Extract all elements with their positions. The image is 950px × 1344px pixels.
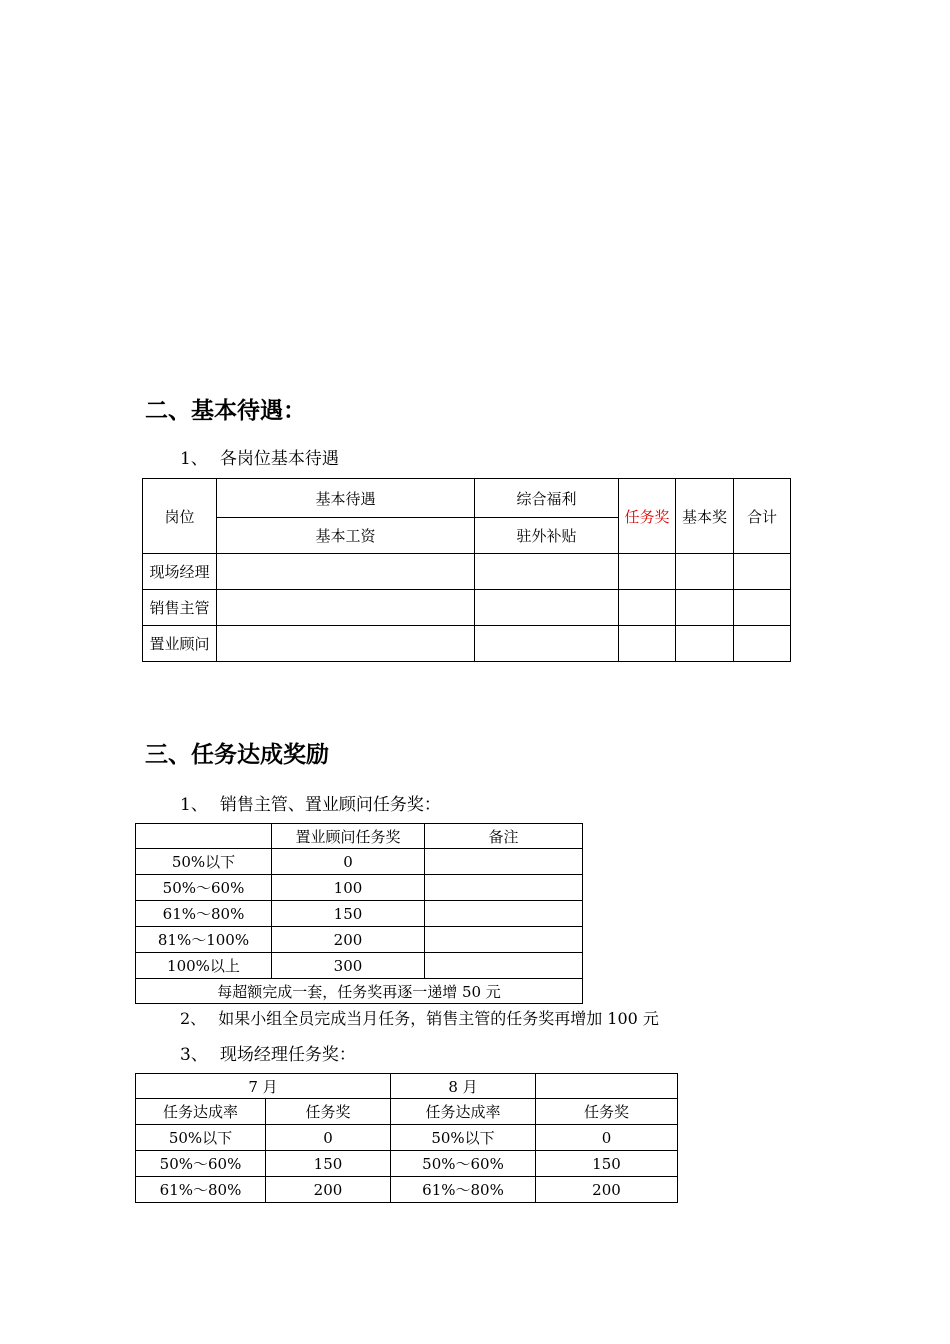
rate-cell: 61%～80% bbox=[136, 1177, 266, 1203]
table-footer-note: 每超额完成一套，任务奖再逐一递增 50 元 bbox=[136, 979, 583, 1004]
list-number: 1、 bbox=[180, 795, 208, 815]
section-heading-basic-treatment: 二、基本待遇： bbox=[145, 397, 306, 424]
header-position: 岗位 bbox=[143, 479, 217, 554]
list-number: 1、 bbox=[180, 449, 208, 469]
cell bbox=[734, 590, 791, 626]
header-task-bonus: 任务奖 bbox=[619, 479, 676, 554]
header-consultant-bonus: 置业顾问任务奖 bbox=[272, 824, 425, 849]
cell bbox=[217, 590, 475, 626]
header-basic-salary: 基本工资 bbox=[217, 518, 475, 554]
remark-cell bbox=[425, 927, 583, 953]
table-row bbox=[136, 1151, 678, 1177]
basic-treatment-table bbox=[142, 478, 791, 662]
header-month-empty bbox=[536, 1074, 678, 1099]
cell bbox=[619, 554, 676, 590]
rate-cell: 50%以下 bbox=[391, 1125, 536, 1151]
cell bbox=[619, 590, 676, 626]
remark-cell bbox=[425, 875, 583, 901]
bonus-cell: 200 bbox=[266, 1177, 391, 1203]
rate-cell: 61%～80% bbox=[391, 1177, 536, 1203]
cell bbox=[734, 626, 791, 662]
remark-cell bbox=[425, 901, 583, 927]
table-row bbox=[143, 554, 791, 590]
table-row bbox=[136, 849, 583, 875]
bonus-cell: 100 bbox=[272, 875, 425, 901]
rate-cell: 50%～60% bbox=[136, 875, 272, 901]
table-row bbox=[136, 1177, 678, 1203]
bonus-cell: 300 bbox=[272, 953, 425, 979]
bonus-cell: 200 bbox=[272, 927, 425, 953]
sales-task-bonus-table bbox=[135, 823, 583, 1004]
header-month-july: 7 月 bbox=[136, 1074, 391, 1099]
cell bbox=[676, 554, 734, 590]
cell bbox=[217, 554, 475, 590]
rate-cell: 50%以下 bbox=[136, 849, 272, 875]
header-total: 合计 bbox=[734, 479, 791, 554]
rate-cell: 100%以上 bbox=[136, 953, 272, 979]
row-label: 销售主管 bbox=[143, 590, 217, 626]
header-bonus: 任务奖 bbox=[536, 1099, 678, 1125]
cell bbox=[475, 590, 619, 626]
bonus-cell: 150 bbox=[266, 1151, 391, 1177]
table-row bbox=[143, 626, 791, 662]
header-bonus: 任务奖 bbox=[266, 1099, 391, 1125]
row-label: 置业顾问 bbox=[143, 626, 217, 662]
rate-cell: 81%～100% bbox=[136, 927, 272, 953]
table-row bbox=[136, 875, 583, 901]
cell bbox=[619, 626, 676, 662]
cell bbox=[475, 626, 619, 662]
section-heading-task-reward: 三、任务达成奖励 bbox=[145, 741, 329, 768]
bonus-cell: 200 bbox=[536, 1177, 678, 1203]
bonus-cell: 150 bbox=[272, 901, 425, 927]
header-basic-treatment: 基本待遇 bbox=[217, 479, 475, 518]
row-label: 现场经理 bbox=[143, 554, 217, 590]
list-number: 2、 bbox=[180, 1009, 207, 1028]
header-welfare: 综合福利 bbox=[475, 479, 619, 518]
cell bbox=[475, 554, 619, 590]
remark-cell bbox=[425, 953, 583, 979]
table-row bbox=[136, 1125, 678, 1151]
header-remark: 备注 bbox=[425, 824, 583, 849]
table-row bbox=[136, 901, 583, 927]
header-rate: 任务达成率 bbox=[136, 1099, 266, 1125]
bonus-cell: 0 bbox=[536, 1125, 678, 1151]
list-item-1 bbox=[180, 790, 441, 815]
bonus-cell: 150 bbox=[536, 1151, 678, 1177]
header-rate: 任务达成率 bbox=[391, 1099, 536, 1125]
rate-cell: 50%以下 bbox=[136, 1125, 266, 1151]
bonus-cell: 0 bbox=[266, 1125, 391, 1151]
header-cell bbox=[136, 824, 272, 849]
list-text: 各岗位基本待遇 bbox=[219, 449, 339, 469]
header-month-august: 8 月 bbox=[391, 1074, 536, 1099]
cell bbox=[676, 590, 734, 626]
list-text: 现场经理任务奖： bbox=[219, 1045, 356, 1065]
header-base-bonus: 基本奖 bbox=[676, 479, 734, 554]
list-text: 销售主管、置业顾问任务奖： bbox=[219, 795, 441, 815]
list-item-2 bbox=[180, 1006, 659, 1029]
remark-cell bbox=[425, 849, 583, 875]
list-item-3 bbox=[180, 1040, 356, 1065]
rate-cell: 61%～80% bbox=[136, 901, 272, 927]
list-text: 如果小组全员完成当月任务，销售主管的任务奖再增加 100 元 bbox=[218, 1009, 659, 1028]
cell bbox=[676, 626, 734, 662]
manager-task-bonus-table bbox=[135, 1073, 678, 1203]
list-number: 3、 bbox=[180, 1045, 208, 1065]
cell bbox=[217, 626, 475, 662]
table-row bbox=[143, 590, 791, 626]
table-row bbox=[136, 927, 583, 953]
sub-heading-positions bbox=[180, 444, 339, 469]
rate-cell: 50%～60% bbox=[136, 1151, 266, 1177]
header-allowance: 驻外补贴 bbox=[475, 518, 619, 554]
cell bbox=[734, 554, 791, 590]
rate-cell: 50%～60% bbox=[391, 1151, 536, 1177]
table-row bbox=[136, 953, 583, 979]
bonus-cell: 0 bbox=[272, 849, 425, 875]
